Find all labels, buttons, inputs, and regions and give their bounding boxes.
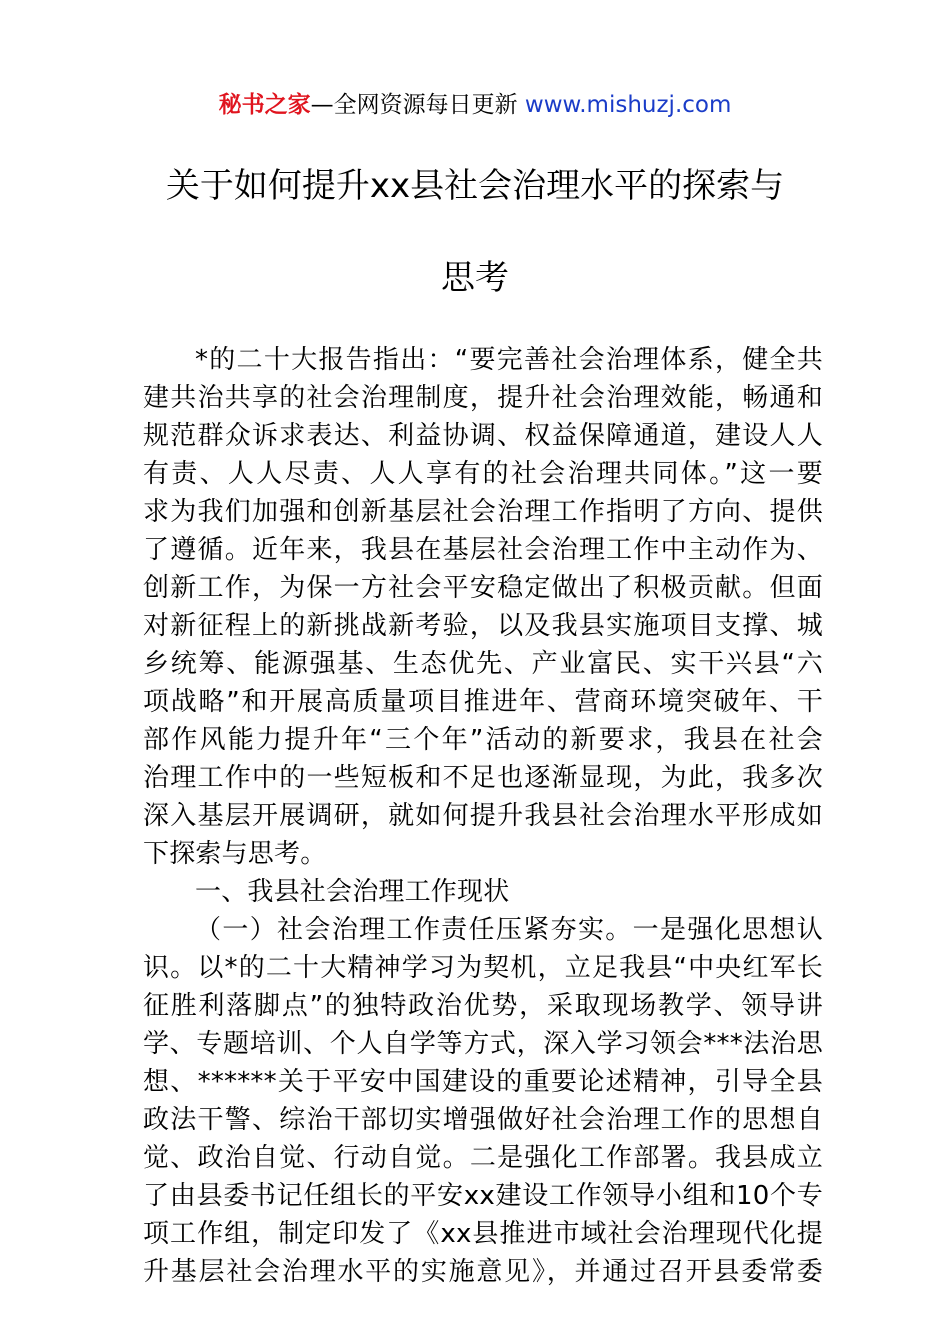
body-line: 规范群众诉求表达、利益协调、权益保障通道，建设人人 xyxy=(143,421,823,451)
body-line: 想、******关于平安中国建设的重要论述精神，引导全县 xyxy=(143,1067,823,1097)
section-heading: 一、我县社会治理工作现状 xyxy=(195,877,510,907)
body-line: 识。以*的二十大精神学习为契机，立足我县“中央红军长 xyxy=(143,953,823,983)
body-line: 有责、人人尽责、人人享有的社会治理共同体。”这一要 xyxy=(143,459,823,489)
site-header xyxy=(0,88,950,122)
body-line: 治理工作中的一些短板和不足也逐渐显现，为此，我多次 xyxy=(143,763,823,793)
body-line: 项工作组，制定印发了《xx县推进市域社会治理现代化提 xyxy=(143,1219,823,1249)
body-line: 觉、政治自觉、行动自觉。二是强化工作部署。我县成立 xyxy=(143,1143,823,1173)
document-title-line-2: 思考 xyxy=(441,258,509,298)
body-line: 创新工作，为保一方社会平安稳定做出了积极贡献。但面 xyxy=(143,573,823,603)
header-dash: — xyxy=(310,92,334,118)
body-line: 建共治共享的社会治理制度，提升社会治理效能，畅通和 xyxy=(143,383,823,413)
body-line: 项战略”和开展高质量项目推进年、营商环境突破年、干 xyxy=(143,687,823,717)
body-line: 学、专题培训、个人自学等方式，深入学习领会***法治思 xyxy=(143,1029,823,1059)
body-line: 政法干警、综治干部切实增强做好社会治理工作的思想自 xyxy=(143,1105,823,1135)
body-line: 乡统筹、能源强基、生态优先、产业富民、实干兴县“六 xyxy=(143,649,823,679)
body-line: 对新征程上的新挑战新考验，以及我县实施项目支撑、城 xyxy=(143,611,823,641)
body-line: 升基层社会治理水平的实施意见》，并通过召开县委常委 xyxy=(143,1257,823,1287)
body-line: *的二十大报告指出：“要完善社会治理体系，健全共 xyxy=(195,345,823,375)
brand-name: 秘书之家 xyxy=(218,92,311,118)
site-url-link[interactable]: www.mishuzj.com xyxy=(524,92,732,118)
body-line: 求为我们加强和创新基层社会治理工作指明了方向、提供 xyxy=(143,497,823,527)
header-slogan: 全网资源每日更新 xyxy=(333,92,525,118)
body-line: （一）社会治理工作责任压紧夯实。一是强化思想认 xyxy=(195,915,823,945)
body-line: 了遵循。近年来，我县在基层社会治理工作中主动作为、 xyxy=(143,535,823,565)
body-line: 征胜利落脚点”的独特政治优势，采取现场教学、领导讲 xyxy=(143,991,823,1021)
body-line: 了由县委书记任组长的平安xx建设工作领导小组和10个专 xyxy=(143,1181,823,1211)
body-line: 深入基层开展调研，就如何提升我县社会治理水平形成如 xyxy=(143,801,823,831)
body-line: 下探索与思考。 xyxy=(143,839,327,869)
document-title-line-1: 关于如何提升xx县社会治理水平的探索与 xyxy=(165,166,785,206)
body-line: 部作风能力提升年“三个年”活动的新要求，我县在社会 xyxy=(143,725,823,755)
